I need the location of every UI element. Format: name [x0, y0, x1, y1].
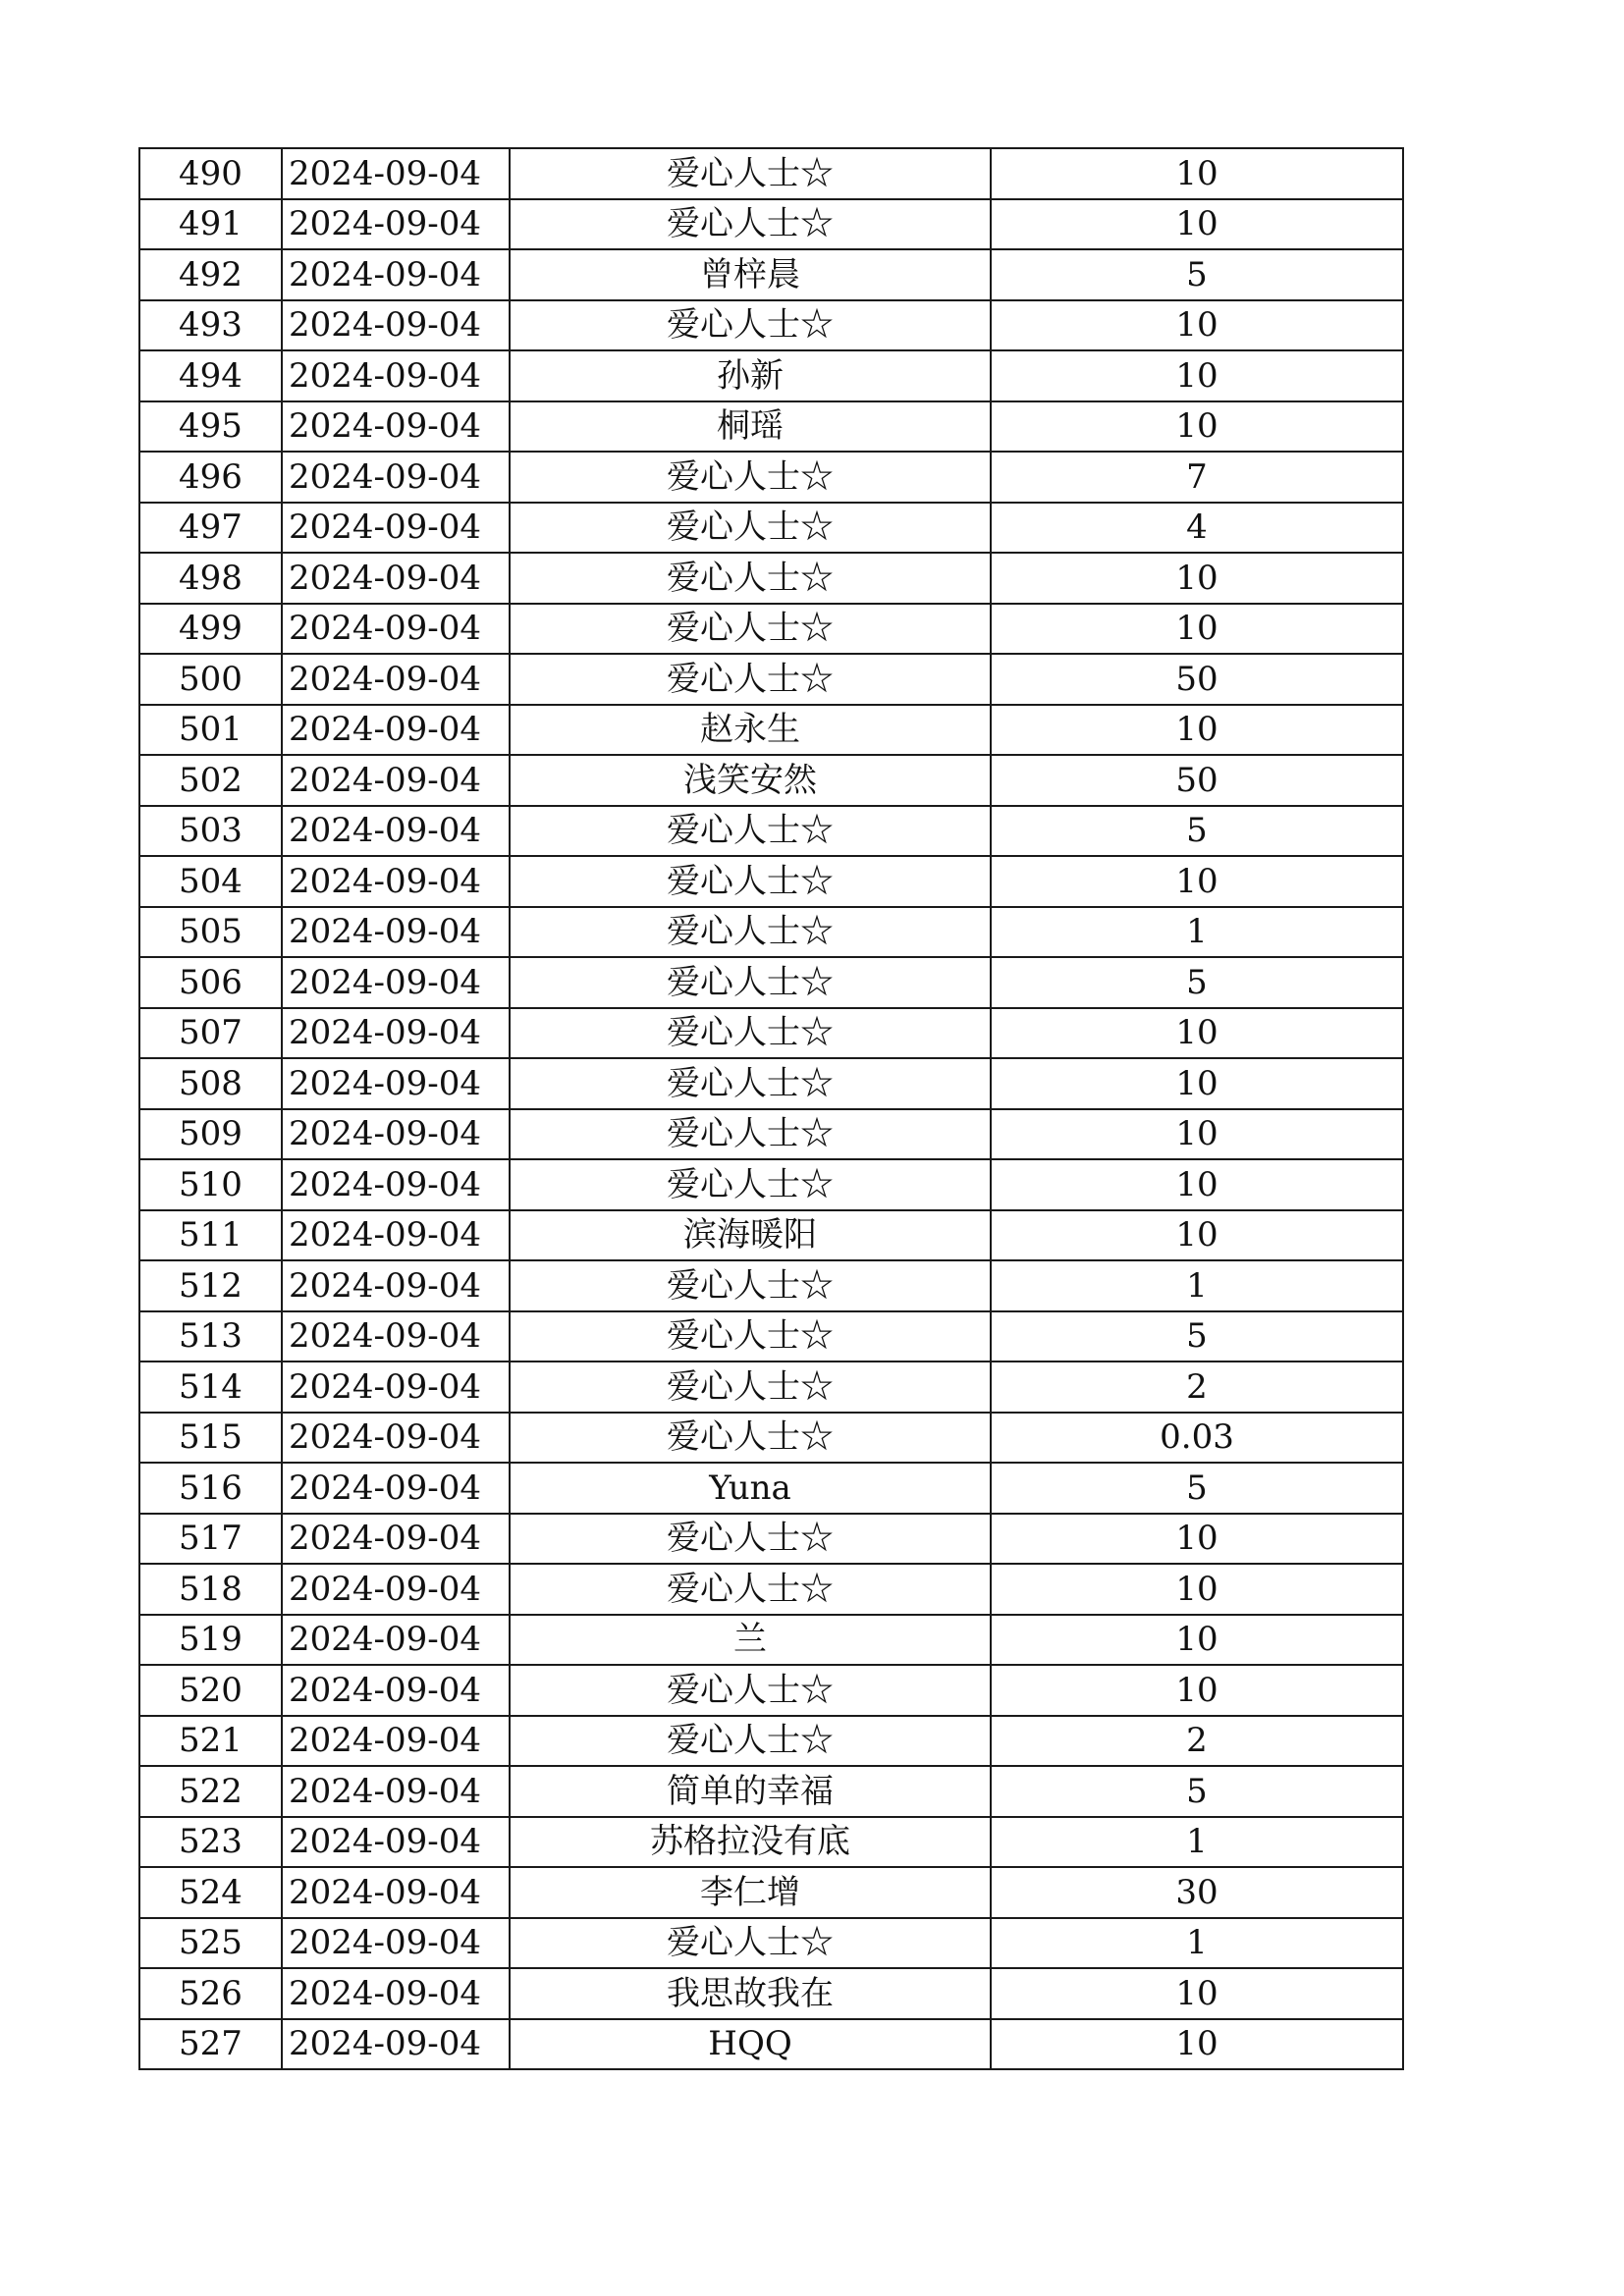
table-row	[139, 401, 1403, 453]
date-cell: 2024-09-04	[282, 1159, 510, 1210]
serial-number-cell: 519	[139, 1615, 282, 1666]
table-row	[139, 907, 1403, 958]
donor-name-cell: 苏格拉没有底	[510, 1817, 991, 1868]
amount-cell: 0.03	[991, 1413, 1403, 1464]
table-row	[139, 1109, 1403, 1160]
donor-name-cell: 滨海暖阳	[510, 1210, 991, 1261]
date-cell: 2024-09-04	[282, 1918, 510, 1969]
amount-cell: 10	[991, 1665, 1403, 1716]
serial-number-cell: 520	[139, 1665, 282, 1716]
date-cell: 2024-09-04	[282, 1260, 510, 1311]
table-row	[139, 1008, 1403, 1059]
donor-name-cell: 我思故我在	[510, 1968, 991, 2019]
amount-cell: 10	[991, 350, 1403, 401]
date-cell: 2024-09-04	[282, 199, 510, 250]
date-cell: 2024-09-04	[282, 1817, 510, 1868]
table-row	[139, 1159, 1403, 1210]
table-row	[139, 1260, 1403, 1311]
serial-number-cell: 495	[139, 401, 282, 453]
date-cell: 2024-09-04	[282, 350, 510, 401]
donor-name-cell: HQQ	[510, 2019, 991, 2070]
table-row	[139, 452, 1403, 503]
serial-number-cell: 505	[139, 907, 282, 958]
serial-number-cell: 494	[139, 350, 282, 401]
donor-name-cell: 爱心人士☆	[510, 1008, 991, 1059]
serial-number-cell: 510	[139, 1159, 282, 1210]
date-cell: 2024-09-04	[282, 1058, 510, 1109]
donor-name-cell: Yuna	[510, 1463, 991, 1514]
table-row	[139, 654, 1403, 705]
donor-name-cell: 爱心人士☆	[510, 1362, 991, 1413]
serial-number-cell: 522	[139, 1766, 282, 1817]
amount-cell: 5	[991, 1463, 1403, 1514]
date-cell: 2024-09-04	[282, 401, 510, 453]
amount-cell: 10	[991, 1109, 1403, 1160]
date-cell: 2024-09-04	[282, 1463, 510, 1514]
table-row	[139, 1463, 1403, 1514]
donor-name-cell: 桐瑶	[510, 401, 991, 453]
donation-table	[138, 147, 1404, 2070]
date-cell: 2024-09-04	[282, 503, 510, 554]
serial-number-cell: 503	[139, 806, 282, 857]
serial-number-cell: 491	[139, 199, 282, 250]
table-row	[139, 1817, 1403, 1868]
table-row	[139, 148, 1403, 199]
amount-cell: 10	[991, 1968, 1403, 2019]
donor-name-cell: 李仁增	[510, 1867, 991, 1918]
amount-cell: 1	[991, 1817, 1403, 1868]
table-row	[139, 604, 1403, 655]
serial-number-cell: 506	[139, 957, 282, 1008]
amount-cell: 5	[991, 1766, 1403, 1817]
date-cell: 2024-09-04	[282, 1564, 510, 1615]
date-cell: 2024-09-04	[282, 1665, 510, 1716]
table-row	[139, 957, 1403, 1008]
amount-cell: 1	[991, 1918, 1403, 1969]
date-cell: 2024-09-04	[282, 705, 510, 756]
amount-cell: 7	[991, 452, 1403, 503]
date-cell: 2024-09-04	[282, 2019, 510, 2070]
date-cell: 2024-09-04	[282, 249, 510, 300]
table-row	[139, 553, 1403, 604]
serial-number-cell: 507	[139, 1008, 282, 1059]
table-row	[139, 1665, 1403, 1716]
table-body	[139, 148, 1403, 2069]
donor-name-cell: 爱心人士☆	[510, 1109, 991, 1160]
table-row	[139, 1716, 1403, 1767]
serial-number-cell: 515	[139, 1413, 282, 1464]
donor-name-cell: 赵永生	[510, 705, 991, 756]
date-cell: 2024-09-04	[282, 300, 510, 351]
serial-number-cell: 518	[139, 1564, 282, 1615]
amount-cell: 2	[991, 1362, 1403, 1413]
donor-name-cell: 曾梓晨	[510, 249, 991, 300]
serial-number-cell: 527	[139, 2019, 282, 2070]
donor-name-cell: 爱心人士☆	[510, 1058, 991, 1109]
amount-cell: 10	[991, 1008, 1403, 1059]
donor-name-cell: 爱心人士☆	[510, 806, 991, 857]
donor-name-cell: 爱心人士☆	[510, 654, 991, 705]
amount-cell: 10	[991, 604, 1403, 655]
date-cell: 2024-09-04	[282, 1615, 510, 1666]
serial-number-cell: 521	[139, 1716, 282, 1767]
donor-name-cell: 爱心人士☆	[510, 300, 991, 351]
donor-name-cell: 爱心人士☆	[510, 1260, 991, 1311]
donor-name-cell: 兰	[510, 1615, 991, 1666]
amount-cell: 10	[991, 148, 1403, 199]
table-row	[139, 1413, 1403, 1464]
amount-cell: 5	[991, 806, 1403, 857]
serial-number-cell: 493	[139, 300, 282, 351]
serial-number-cell: 504	[139, 856, 282, 907]
table-row	[139, 2019, 1403, 2070]
serial-number-cell: 517	[139, 1514, 282, 1565]
serial-number-cell: 502	[139, 755, 282, 806]
amount-cell: 1	[991, 1260, 1403, 1311]
serial-number-cell: 501	[139, 705, 282, 756]
amount-cell: 10	[991, 2019, 1403, 2070]
amount-cell: 5	[991, 249, 1403, 300]
donor-name-cell: 爱心人士☆	[510, 148, 991, 199]
amount-cell: 10	[991, 705, 1403, 756]
donor-name-cell: 爱心人士☆	[510, 907, 991, 958]
date-cell: 2024-09-04	[282, 907, 510, 958]
donor-name-cell: 爱心人士☆	[510, 856, 991, 907]
donor-name-cell: 爱心人士☆	[510, 1413, 991, 1464]
serial-number-cell: 497	[139, 503, 282, 554]
donor-name-cell: 爱心人士☆	[510, 1311, 991, 1362]
date-cell: 2024-09-04	[282, 1008, 510, 1059]
serial-number-cell: 513	[139, 1311, 282, 1362]
date-cell: 2024-09-04	[282, 957, 510, 1008]
amount-cell: 10	[991, 856, 1403, 907]
serial-number-cell: 508	[139, 1058, 282, 1109]
date-cell: 2024-09-04	[282, 755, 510, 806]
amount-cell: 50	[991, 654, 1403, 705]
amount-cell: 10	[991, 1615, 1403, 1666]
date-cell: 2024-09-04	[282, 1210, 510, 1261]
table-row	[139, 806, 1403, 857]
serial-number-cell: 523	[139, 1817, 282, 1868]
date-cell: 2024-09-04	[282, 1514, 510, 1565]
donor-name-cell: 爱心人士☆	[510, 1564, 991, 1615]
table-row	[139, 1615, 1403, 1666]
date-cell: 2024-09-04	[282, 604, 510, 655]
serial-number-cell: 499	[139, 604, 282, 655]
table-row	[139, 755, 1403, 806]
amount-cell: 10	[991, 1564, 1403, 1615]
date-cell: 2024-09-04	[282, 1413, 510, 1464]
donor-name-cell: 爱心人士☆	[510, 1159, 991, 1210]
donor-name-cell: 爱心人士☆	[510, 604, 991, 655]
table-row	[139, 249, 1403, 300]
serial-number-cell: 498	[139, 553, 282, 604]
donor-name-cell: 爱心人士☆	[510, 1918, 991, 1969]
amount-cell: 10	[991, 401, 1403, 453]
table-row	[139, 856, 1403, 907]
amount-cell: 10	[991, 199, 1403, 250]
date-cell: 2024-09-04	[282, 1109, 510, 1160]
serial-number-cell: 525	[139, 1918, 282, 1969]
table-row	[139, 1766, 1403, 1817]
date-cell: 2024-09-04	[282, 1766, 510, 1817]
table-row	[139, 350, 1403, 401]
table-row	[139, 300, 1403, 351]
amount-cell: 10	[991, 1159, 1403, 1210]
table-row	[139, 1564, 1403, 1615]
date-cell: 2024-09-04	[282, 1716, 510, 1767]
date-cell: 2024-09-04	[282, 148, 510, 199]
amount-cell: 50	[991, 755, 1403, 806]
donor-name-cell: 浅笑安然	[510, 755, 991, 806]
serial-number-cell: 500	[139, 654, 282, 705]
serial-number-cell: 524	[139, 1867, 282, 1918]
donor-name-cell: 爱心人士☆	[510, 1514, 991, 1565]
serial-number-cell: 514	[139, 1362, 282, 1413]
donor-name-cell: 爱心人士☆	[510, 452, 991, 503]
serial-number-cell: 512	[139, 1260, 282, 1311]
amount-cell: 10	[991, 553, 1403, 604]
amount-cell: 10	[991, 1514, 1403, 1565]
donor-name-cell: 爱心人士☆	[510, 553, 991, 604]
table-row	[139, 1362, 1403, 1413]
table-row	[139, 1058, 1403, 1109]
date-cell: 2024-09-04	[282, 553, 510, 604]
table-row	[139, 705, 1403, 756]
amount-cell: 10	[991, 1058, 1403, 1109]
donation-sheet	[138, 147, 1402, 2070]
donor-name-cell: 爱心人士☆	[510, 1665, 991, 1716]
table-row	[139, 1968, 1403, 2019]
donor-name-cell: 爱心人士☆	[510, 957, 991, 1008]
amount-cell: 10	[991, 300, 1403, 351]
date-cell: 2024-09-04	[282, 1362, 510, 1413]
donor-name-cell: 简单的幸福	[510, 1766, 991, 1817]
serial-number-cell: 511	[139, 1210, 282, 1261]
serial-number-cell: 490	[139, 148, 282, 199]
table-row	[139, 1867, 1403, 1918]
table-row	[139, 1210, 1403, 1261]
donor-name-cell: 爱心人士☆	[510, 503, 991, 554]
amount-cell: 5	[991, 957, 1403, 1008]
serial-number-cell: 496	[139, 452, 282, 503]
donor-name-cell: 孙新	[510, 350, 991, 401]
date-cell: 2024-09-04	[282, 856, 510, 907]
amount-cell: 2	[991, 1716, 1403, 1767]
table-row	[139, 1311, 1403, 1362]
serial-number-cell: 516	[139, 1463, 282, 1514]
table-row	[139, 1918, 1403, 1969]
date-cell: 2024-09-04	[282, 1311, 510, 1362]
date-cell: 2024-09-04	[282, 806, 510, 857]
amount-cell: 5	[991, 1311, 1403, 1362]
donor-name-cell: 爱心人士☆	[510, 1716, 991, 1767]
amount-cell: 4	[991, 503, 1403, 554]
table-row	[139, 199, 1403, 250]
donor-name-cell: 爱心人士☆	[510, 199, 991, 250]
serial-number-cell: 509	[139, 1109, 282, 1160]
amount-cell: 10	[991, 1210, 1403, 1261]
table-row	[139, 1514, 1403, 1565]
amount-cell: 30	[991, 1867, 1403, 1918]
date-cell: 2024-09-04	[282, 654, 510, 705]
serial-number-cell: 492	[139, 249, 282, 300]
table-row	[139, 503, 1403, 554]
date-cell: 2024-09-04	[282, 1968, 510, 2019]
date-cell: 2024-09-04	[282, 1867, 510, 1918]
amount-cell: 1	[991, 907, 1403, 958]
date-cell: 2024-09-04	[282, 452, 510, 503]
serial-number-cell: 526	[139, 1968, 282, 2019]
